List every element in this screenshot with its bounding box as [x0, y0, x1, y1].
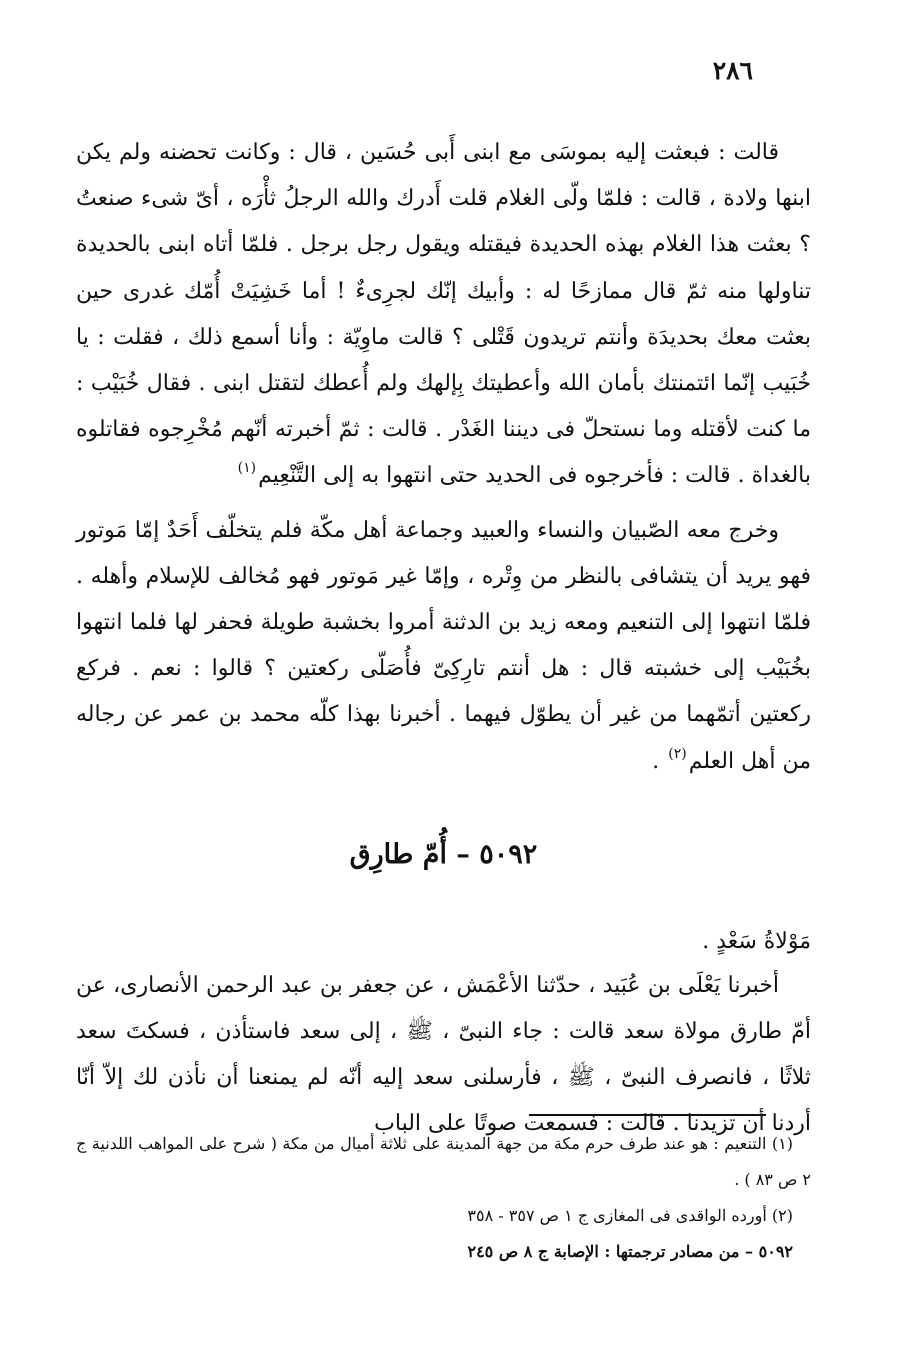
paragraph-khubayb-story [76, 130, 811, 502]
footnote-2: (٢) أورده الواقدى فى المغازى ج ١ ص ٣٥٧ - ٣٥٨ [467, 1206, 793, 1225]
entry-subtitle: مَوْلاةُ سَعْدٍ . [702, 928, 811, 954]
footnote-marker-2: (٢) [668, 745, 687, 762]
entry-paragraph: أخبرنا يَعْلَى بن عُبَيد ، حدّثنا الأعْمَش ، عن جعفر بن عبد الرحمن الأنصارى، عن أمّ طارق مولاة سعد قالت : جاء النبىّ ، ﷺ ، إلى سعد فاستأذن ، فسكتَ سعد ثلاثًا ، فانصرف النبىّ ، ﷺ ، فأرسلنى سعد إليه أنّه لم يمنعنا أن نأذن لك إلاّ أنّا أردنا أن تزيدنا . قالت : فسمعت صوتًا على الباب [76, 972, 811, 1137]
paragraph-period: . [652, 748, 667, 774]
footnote-1: (١) التنعيم : هو عند طرف حرم مكة من جهة المدينة على ثلاثة أميال من مكة ( شرح على المواهب اللدنية ج ٢ ص ٨٣ ) . [76, 1134, 811, 1189]
paragraph-text: قالت : فبعثت إليه بموسَى مع ابنى أَبى حُسَين ، قال : وكانت تحضنه ولم يكن ابنها ولادة ، قالت : فلمّا ولّى الغلام قلت أَدرك والله الرجلُ ثأْرَه ، أىّ شىء صنعتُ ؟ بعثت هذا الغلام بهذه الحديدة فيقتله ويقول رجل برجل . فلمّا أتاه ابنى بالحديدة تناولها منه ثمّ قال ممازحًا له : وأبيك إنّك لجرِىءٌ ! أما خَشِيَتْ أُمّك غدرى حين بعثت معك بحديدَة وأنتم تريدون قَتْلى ؟ قالت ماوِيّة : وأنا أسمع ذلك ، فقلت : يا خُبَيب إنّما ائتمنتك بأمان الله وأعطيتك بِإلهك ولم أُعطك لتقتل ابنى . فقال خُبَيْب : ما كنت لأقتله وما نستحلّ فى ديننا الغَدْر . قالت : ثمّ أخبرته أنّهم مُخْرِجوه فقاتلوه بالغداة . قالت : فأخرجوه فى الحديد حتى انتهوا به إلى التَّنْعِيم [76, 140, 811, 489]
paragraph-text: وخرج معه الصّبيان والنساء والعبيد وجماعة أهل مكّة فلم يتخلّف أَحَدٌ إمّا مَوتور فهو يريد أن يتشافى بالنظر من وِتْره ، وإمّا غير مَوتور فهو مُخالف للإسلام وأهله . فلمّا انتهوا إلى التنعيم ومعه زيد بن الدثنة أمروا بخشبة طويلة فحفر لها فلما انتهوا بخُبَيْب إلى خشبته قال : هل أنتم تارِكِىّ فأُصَلّى ركعتين ؟ قالوا : نعم . فركع ركعتين أتمّهما من غير أن يطوّل فيهما . أخبرنا بهذا كلّه محمد بن عمر عن رجاله من أهل العلم [76, 517, 811, 774]
main-text [76, 130, 811, 1148]
paragraph-execution [76, 508, 811, 787]
footnote-marker-1: (١) [237, 460, 257, 477]
footnotes [76, 1126, 811, 1270]
page-number: ٢٨٦ [712, 56, 753, 85]
footnote-divider [529, 1114, 766, 1116]
footnote-sources: ٥٠٩٢ – من مصادر ترجمتها : الإصابة ج ٨ ص ٢٤٥ [467, 1242, 793, 1261]
entry-heading: ٥٠٩٢ – أُمّ طارِق [349, 838, 538, 870]
